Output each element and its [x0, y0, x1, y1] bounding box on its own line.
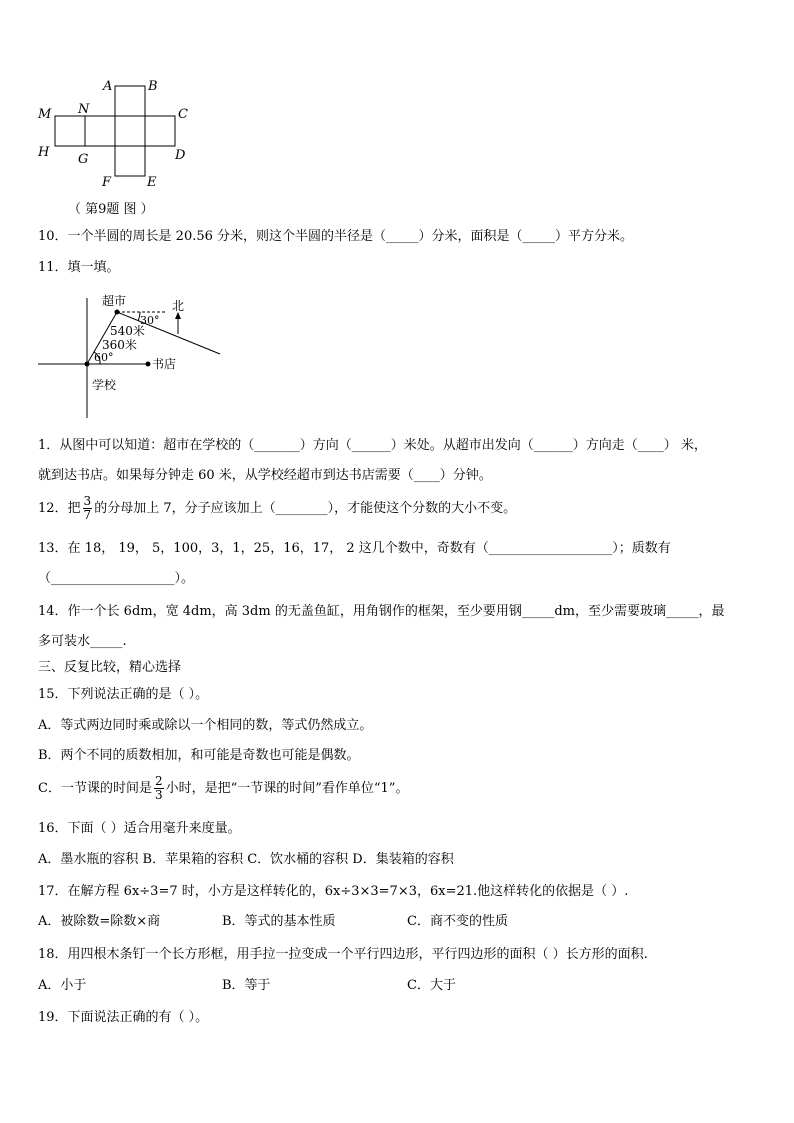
- label-N: N: [78, 102, 90, 117]
- label-angle-30: 30°: [140, 314, 160, 327]
- option-c-pre: C．一节课的时间是: [38, 781, 152, 796]
- question-12-pre: 12．把: [38, 501, 81, 516]
- label-A: A: [103, 79, 113, 94]
- question-15-option-a: A．等式两边同时乘或除以一个相同的数，等式仍然成立。: [38, 718, 373, 733]
- question-15-option-c: [38, 775, 408, 802]
- question-18: 18．用四根木条钉一个长方形框，用手拉一拉变成一个平行四边形，平行四边形的面积（ ）长方形的面积.: [38, 947, 648, 962]
- question-17-option-b: B．等式的基本性质: [222, 914, 336, 929]
- question-18-option-a: A．小于: [38, 978, 87, 993]
- question-17-option-a: A．被除数=除数×商: [38, 914, 161, 929]
- fraction-2-3: [154, 775, 164, 802]
- label-360m: 360米: [102, 338, 137, 352]
- question-15: 15．下列说法正确的是（ ）。: [38, 687, 209, 702]
- label-north: 北: [172, 299, 185, 313]
- question-19: 19．下面说法正确的有（ ）。: [38, 1010, 209, 1025]
- question-18-option-b: B．等于: [222, 978, 271, 993]
- label-school: 学校: [92, 378, 117, 392]
- question-16-options: A．墨水瓶的容积 B．苹果箱的容积 C．饮水桶的容积 D．集装箱的容积: [38, 852, 454, 867]
- question-11-1-line1: 1．从图中可以知道：超市在学校的（_______）方向（______）米处。从超市出发向（______）方向走（____） 米，: [38, 438, 707, 453]
- question-12-post: 的分母加上 7，分子应该加上（________），才能使这个分数的大小不变。: [94, 501, 517, 516]
- label-M: M: [38, 107, 52, 122]
- label-F: F: [102, 175, 112, 190]
- question-17-option-c: C．商不变的性质: [407, 914, 508, 929]
- fraction-3-7: [83, 495, 93, 522]
- question-14-line2: 多可装水_____.: [38, 634, 127, 649]
- cube-net-figure: [30, 70, 210, 220]
- fraction-denominator: 3: [154, 788, 163, 802]
- direction-map-figure: [30, 288, 230, 423]
- question-11-1-line2: 就到达书店。如果每分钟走 60 米，从学校经超市到达书店需要（____）分钟。: [38, 468, 492, 483]
- question-12: [38, 495, 516, 522]
- fraction-numerator: 3: [83, 494, 92, 508]
- question-10: 10．一个半圆的周长是 20.56 分米，则这个半圆的半径是（_____）分米，面积是（_____）平方分米。: [38, 229, 634, 244]
- question-16: 16．下面（ ）适合用毫升来度量。: [38, 821, 241, 836]
- question-11: 11．填一填。: [38, 260, 120, 275]
- question-17: 17．在解方程 6x÷3=7 时，小方是这样转化的，6x÷3×3=7×3，6x=21.他这样转化的依据是（ ）.: [38, 884, 629, 899]
- option-c-post: 小时，是把“一节课的时间”看作单位“1”。: [165, 781, 409, 796]
- question-13-line2: （___________________）。: [38, 571, 195, 586]
- section-3-heading: 三、反复比较，精心选择: [38, 660, 182, 675]
- label-E: E: [147, 175, 157, 190]
- question-14-line1: 14．作一个长 6dm，宽 4dm，高 3dm 的无盖鱼缸，用角钢作的框架，至少要用钢_____dm，至少需要玻璃_____，最: [38, 604, 725, 619]
- label-C: C: [178, 107, 188, 122]
- question-13-line1: 13．在 18， 19， 5，100，3，1，25，16，17， 2 这几个数中，奇数有（___________________）；质数有: [38, 541, 671, 556]
- label-G: G: [78, 152, 89, 167]
- fraction-denominator: 7: [83, 508, 92, 522]
- question-18-option-c: C．大于: [407, 978, 456, 993]
- label-D: D: [175, 148, 186, 163]
- label-H: H: [38, 145, 50, 160]
- figure-caption: （ 第9题 图 ）: [68, 202, 154, 217]
- label-supermarket: 超市: [102, 294, 127, 308]
- label-bookstore: 书店: [152, 357, 177, 371]
- label-540m: 540米: [110, 324, 145, 338]
- fraction-numerator: 2: [154, 774, 163, 788]
- question-15-option-b: B．两个不同的质数相加，和可能是奇数也可能是偶数。: [38, 748, 360, 763]
- label-angle-60: 60°: [94, 351, 114, 364]
- label-B: B: [148, 79, 158, 94]
